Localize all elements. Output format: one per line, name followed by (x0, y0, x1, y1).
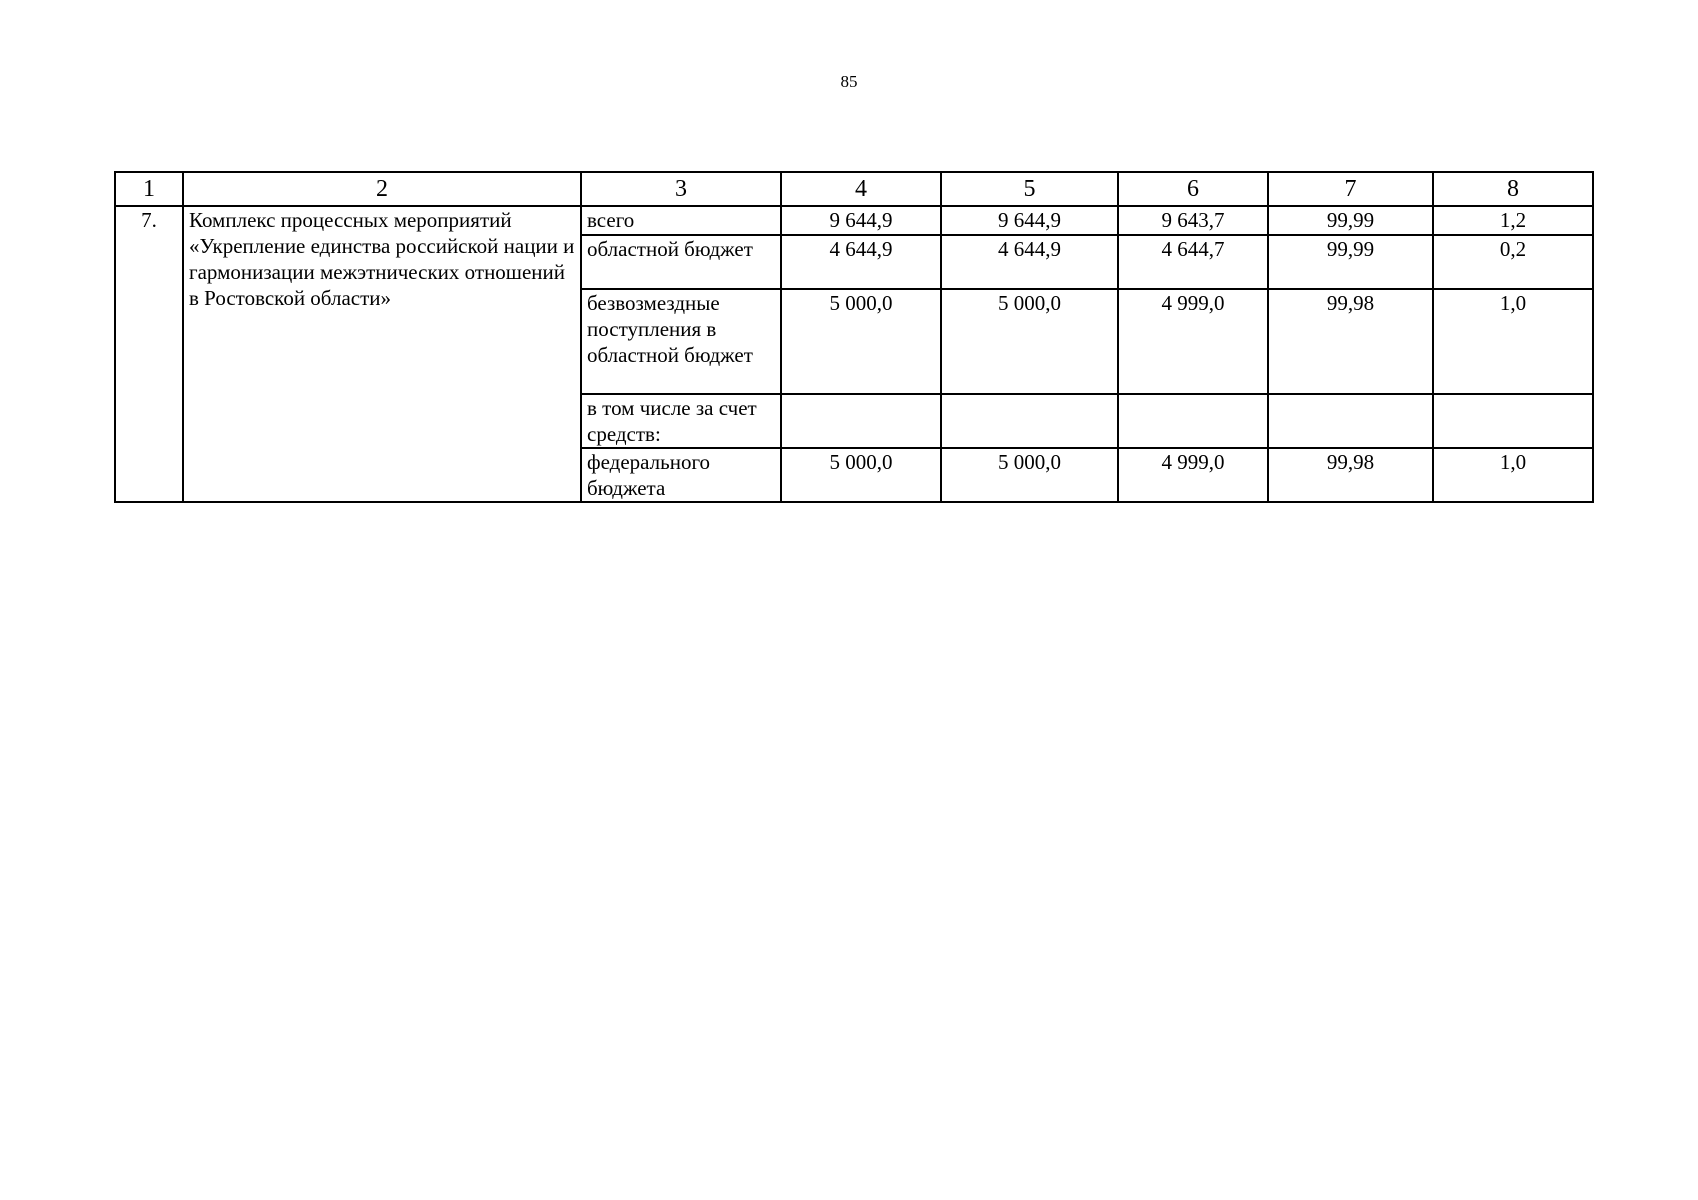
row-label: в том числе за счет средств: (581, 394, 781, 448)
cell-col-5: 9 644,9 (941, 206, 1118, 235)
cell-col-7 (1268, 394, 1433, 448)
cell-col-7: 99,99 (1268, 206, 1433, 235)
cell-col-4: 5 000,0 (781, 448, 941, 502)
cell-col-4 (781, 394, 941, 448)
header-col-3: 3 (581, 172, 781, 206)
cell-col-4: 4 644,9 (781, 235, 941, 289)
cell-col-8: 1,0 (1433, 448, 1593, 502)
page-number: 85 (840, 72, 858, 91)
cell-col-8: 0,2 (1433, 235, 1593, 289)
cell-col-7: 99,98 (1268, 289, 1433, 394)
header-col-4: 4 (781, 172, 941, 206)
report-table (114, 171, 1594, 503)
row-label: областной бюджет (581, 235, 781, 289)
cell-col-8 (1433, 394, 1593, 448)
cell-col-4: 5 000,0 (781, 289, 941, 394)
cell-col-7: 99,99 (1268, 235, 1433, 289)
cell-col-5: 5 000,0 (941, 448, 1118, 502)
item-number: 7. (115, 206, 183, 502)
cell-col-5 (941, 394, 1118, 448)
cell-col-7: 99,98 (1268, 448, 1433, 502)
item-name: Комплекс процессных мероприятий «Укрепление единства российской нации и гармонизации межэтнических отношений в Ростовской области» (183, 206, 581, 502)
header-col-6: 6 (1118, 172, 1268, 206)
header-col-7: 7 (1268, 172, 1433, 206)
cell-col-5: 4 644,9 (941, 235, 1118, 289)
cell-col-6: 4 644,7 (1118, 235, 1268, 289)
header-col-2: 2 (183, 172, 581, 206)
header-col-5: 5 (941, 172, 1118, 206)
header-row (115, 172, 1593, 206)
cell-col-8: 1,2 (1433, 206, 1593, 235)
cell-col-6 (1118, 394, 1268, 448)
row-label: всего (581, 206, 781, 235)
row-label: федерального бюджета (581, 448, 781, 502)
cell-col-4: 9 644,9 (781, 206, 941, 235)
row-label: безвозмездные поступления в областной бюджет (581, 289, 781, 394)
cell-col-6: 4 999,0 (1118, 448, 1268, 502)
cell-col-6: 9 643,7 (1118, 206, 1268, 235)
header-col-1: 1 (115, 172, 183, 206)
header-col-8: 8 (1433, 172, 1593, 206)
cell-col-5: 5 000,0 (941, 289, 1118, 394)
table-row (115, 206, 1593, 235)
cell-col-8: 1,0 (1433, 289, 1593, 394)
cell-col-6: 4 999,0 (1118, 289, 1268, 394)
